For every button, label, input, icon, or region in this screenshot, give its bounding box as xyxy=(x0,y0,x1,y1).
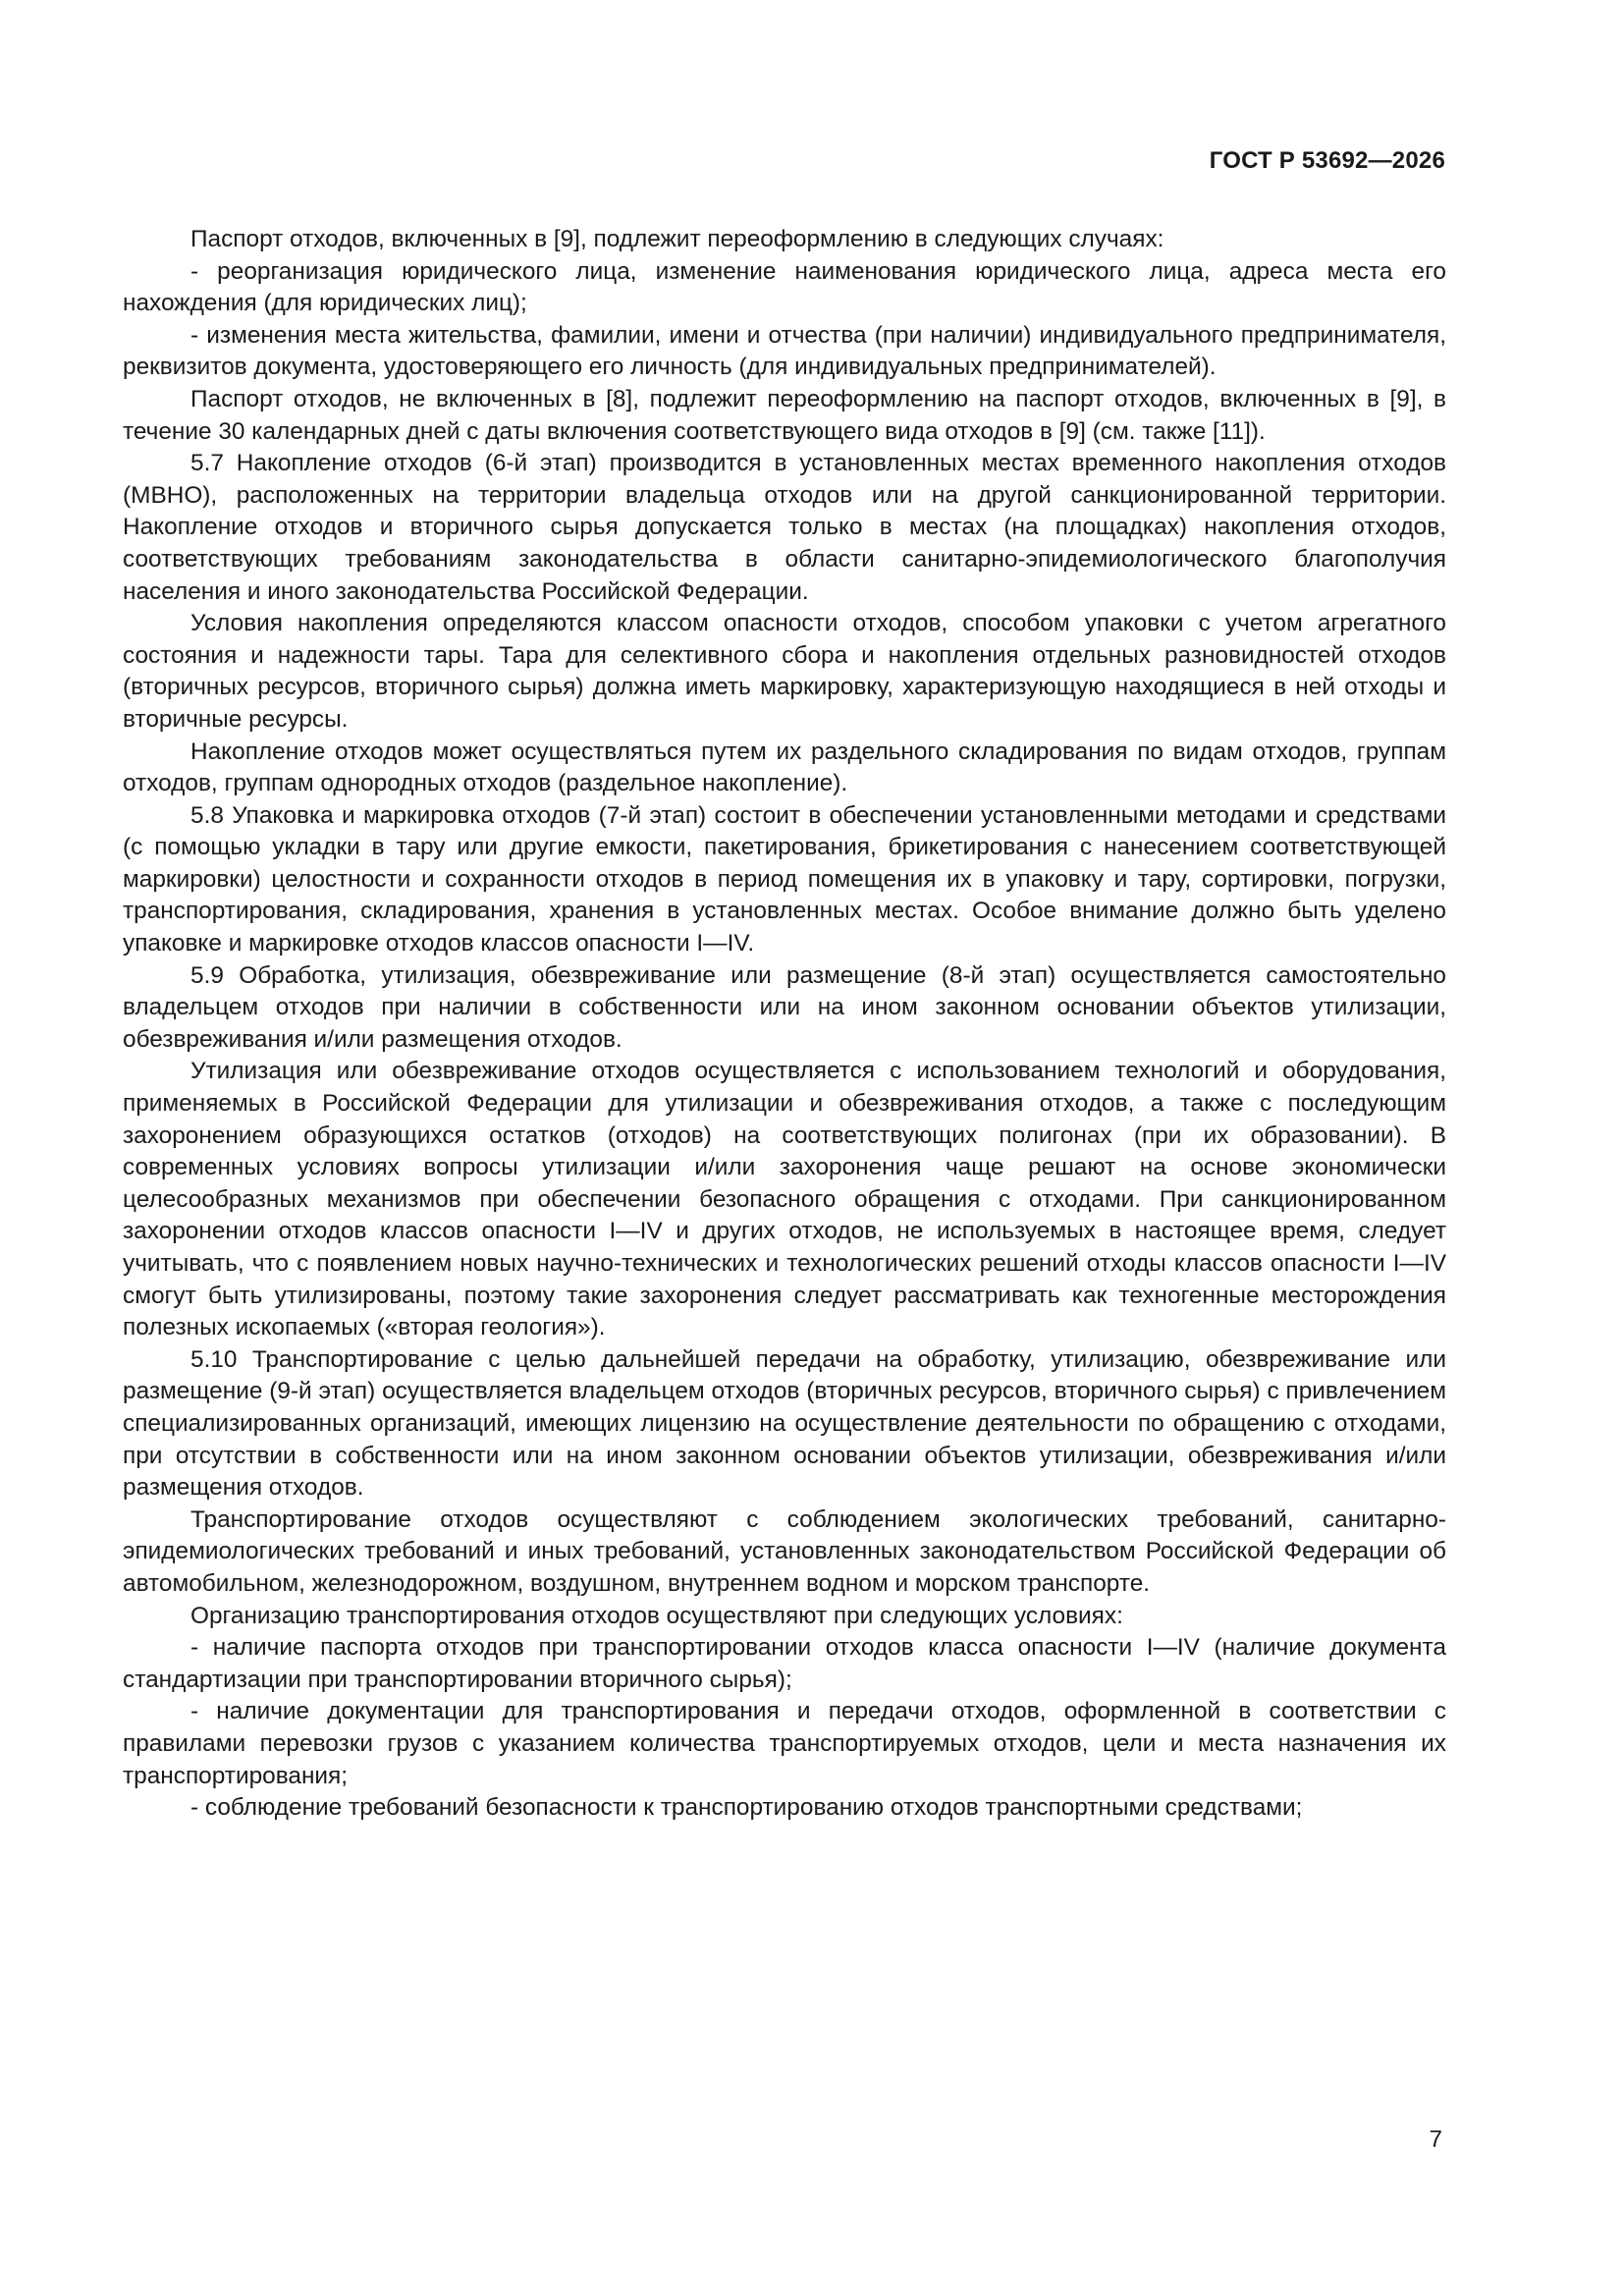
document-body xyxy=(123,224,1446,1825)
paragraph-accumulation-conditions: Условия накопления определяются классом опасности отходов, способом упаковки с учетом агрегатного состояния и надежности тары. Тара для селективного сбора и накопления отдельных разновидностей отходов (вторичных ресурсов, вторичного сырья) должна иметь маркировку, характеризующую находящиеся в ней отходы и вторичные ресурсы. xyxy=(123,610,1446,733)
clause-5-9: 5.9 Обработка, утилизация, обезвреживание или размещение (8-й этап) осуществляется самостоятельно владельцем отходов при наличии в собственности или на ином законном основании объектов утилизации, обезвреживания и/или размещения отходов. xyxy=(123,961,1446,1053)
paragraph-transport-conditions: Организацию транспортирования отходов осуществляют при следующих условиях: xyxy=(190,1602,1123,1629)
paragraph-utilization: Утилизация или обезвреживание отходов осуществляется с использованием технологий и оборудования, применяемых в Российской Федерации для утилизации и обезвреживания отходов, а также с последующим захоронением образующихся остатков (отходов) на соответствующих полигонах (при их образовании). В современных условиях вопросы утилизации и/или захоронения чаще решают на основе экономически целесообразных механизмов при обеспечении безопасного обращения с отходами. При санкционированном захоронении отходов классов опасности I—IV и других отходов, не используемых в настоящее время, следует учитывать, что с появлением новых научно-технических и технологических решений отходы классов опасности I—IV смогут быть утилизированы, поэтому такие захоронения следует рассматривать как техногенные месторождения полезных ископаемых («вторая геология»). xyxy=(123,1058,1446,1341)
list-item-documentation: - наличие документации для транспортирования и передачи отходов, оформленной в соответствии с правилами перевозки грузов с указанием количества транспортируемых отходов, цели и места назначения их транспортирования; xyxy=(123,1698,1446,1789)
list-item-passport: - наличие паспорта отходов при транспортировании отходов класса опасности I—IV (наличие документа стандартизации при транспортировании вторичного сырья); xyxy=(123,1634,1446,1693)
page-number: 7 xyxy=(1429,2126,1442,2153)
clause-5-8: 5.8 Упаковка и маркировка отходов (7-й этап) состоит в обеспечении установленными методами и средствами (с помощью укладки в тару или другие емкости, пакетирования, брикетирования с нанесением соответствующей маркировки) целостности и сохранности отходов в период помещения их в упаковку и тару, сортировки, погрузки, транспортирования, складирования, хранения в установленных местах. Особое внимание должно быть уделено упаковке и маркировке отходов классов опасности I—IV. xyxy=(123,801,1446,957)
list-item-residence-change: - изменения места жительства, фамилии, имени и отчества (при наличии) индивидуального предпринимателя, реквизитов документа, удостоверяющего его личность (для индивидуальных предпринимателей). xyxy=(123,321,1446,381)
paragraph-passport-reformalization: Паспорт отходов, включенных в [9], подлежит переоформлению в следующих случаях: xyxy=(190,226,1164,252)
list-item-safety: - соблюдение требований безопасности к транспортированию отходов транспортными средствами; xyxy=(190,1794,1303,1822)
paragraph-separate-accumulation: Накопление отходов может осуществляться путем их раздельного складирования по видам отходов, группам отходов, группам однородных отходов (раздельное накопление). xyxy=(123,738,1446,797)
clause-5-10: 5.10 Транспортирование с целью дальнейшей передачи на обработку, утилизацию, обезвреживание или размещение (9-й этап) осуществляется владельцем отходов (вторичных ресурсов, вторичного сырья) с привлечением специализированных организаций, имеющих лицензию на осуществление деятельности по обращению с отходами, при отсутствии в собственности или на ином законном основании объектов утилизации, обезвреживания и/или размещения отходов. xyxy=(123,1345,1446,1502)
document-code-header: ГОСТ Р 53692—2026 xyxy=(1209,147,1445,174)
list-item-reorganization: - реорганизация юридического лица, изменение наименования юридического лица, адреса места его нахождения (для юридических лиц); xyxy=(123,257,1446,317)
paragraph-transport-requirements: Транспортирование отходов осуществляют с соблюдением экологических требований, санитарно-эпидемиологических требований и иных требований, установленных законодательством Российской Федерации об автомобильном, железнодорожном, воздушном, внутреннем водном и морском транспорте. xyxy=(123,1505,1446,1597)
paragraph-passport-not-included: Паспорт отходов, не включенных в [8], подлежит переоформлению на паспорт отходов, включенных в [9], в течение 30 календарных дней с даты включения соответствующего вида отходов в [9] (см. также [11]). xyxy=(123,385,1446,445)
clause-5-7: 5.7 Накопление отходов (6-й этап) производится в установленных местах временного накопления отходов (МВНО), расположенных на территории владельца отходов или на другой санкционированной территории. Накопление отходов и вторичного сырья допускается только в местах (на площадках) накопления отходов, соответствующих требованиям законодательства в области санитарно-эпидемиологического благополучия населения и иного законодательства Российской Федерации. xyxy=(123,450,1446,605)
